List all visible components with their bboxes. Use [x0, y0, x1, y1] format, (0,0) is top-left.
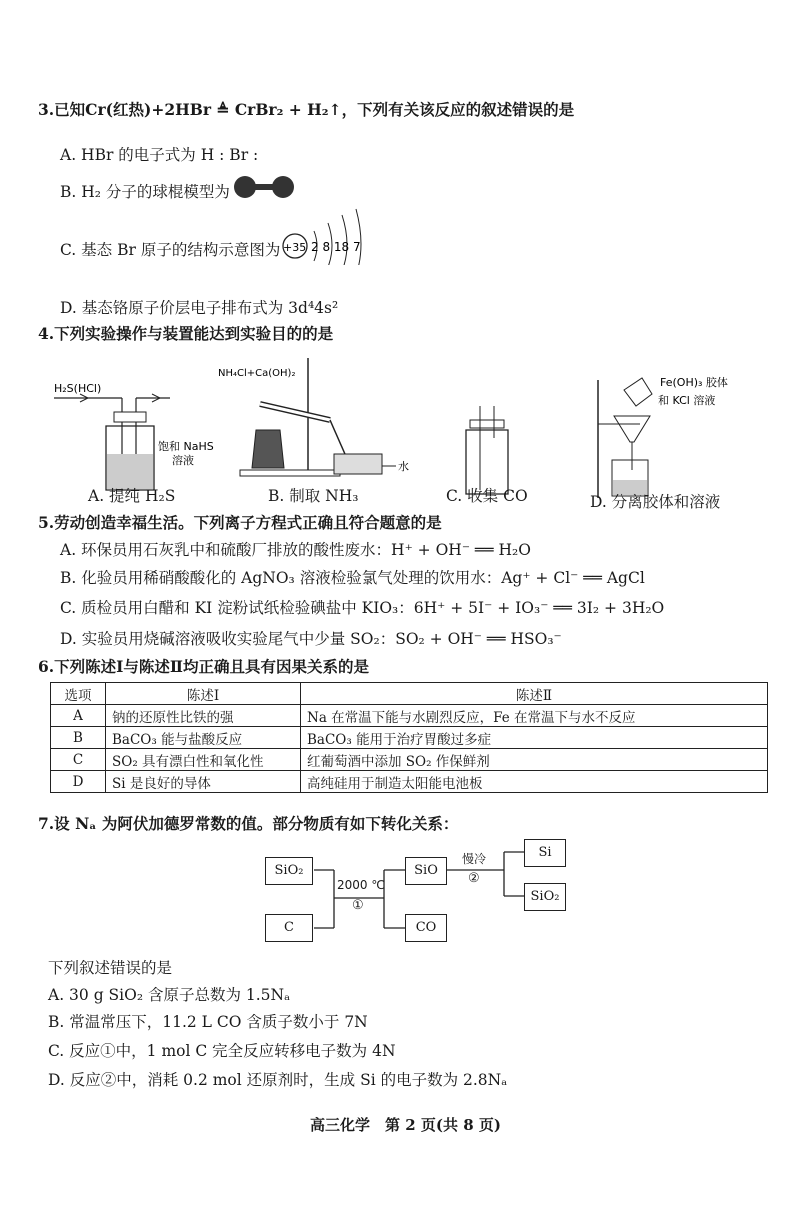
row-option: D [51, 771, 106, 793]
condition-slow-cool: 慢冷 [462, 852, 487, 866]
row-statement-2: 红葡萄酒中添加 SO₂ 作保鲜剂 [301, 749, 768, 771]
q3-stem: 3.已知Cr(红热)+2HBr ≜ CrBr₂ + H₂↑，下列有关该反应的叙述错误的是 [38, 100, 575, 119]
table-header-row [51, 683, 768, 705]
electron-shells: 2 8 18 7 [311, 240, 361, 254]
label-water: 水 [398, 460, 409, 473]
row-option: A [51, 705, 106, 727]
box-sio: SiO [405, 857, 447, 885]
q5-option-b: B. 化验员用稀硝酸酸化的 AgNO₃ 溶液检验氯气处理的饮用水：Ag⁺ + Cl⁻ ══ AgCl [60, 569, 645, 587]
label-nahs: 饱和 NaHS [158, 440, 214, 453]
q4-option-a: A. 提纯 H₂S [88, 487, 176, 505]
row-option: B [51, 727, 106, 749]
label-reagent: NH₄Cl+Ca(OH)₂ [218, 368, 296, 379]
header-statement-1: 陈述Ⅰ [106, 683, 301, 705]
q7-option-b: B. 常温常压下，11.2 L CO 含质子数小于 7N [48, 1013, 368, 1031]
q3-option-a: A. HBr 的电子式为 H : Br : [60, 146, 259, 164]
h-h-bond [254, 184, 274, 190]
q5-option-a: A. 环保员用石灰乳中和硫酸厂排放的酸性废水：H⁺ + OH⁻ ══ H₂O [60, 541, 531, 559]
q6-table [50, 682, 768, 793]
header-statement-2: 陈述Ⅱ [301, 683, 768, 705]
row-option: C [51, 749, 106, 771]
h-atom-right [272, 176, 294, 198]
table-row [51, 727, 768, 749]
q4-stem: 4.下列实验操作与装置能达到实验目的的是 [38, 324, 334, 343]
q4-option-d: D. 分离胶体和溶液 [590, 493, 721, 511]
row-statement-2: BaCO₃ 能用于治疗胃酸过多症 [301, 727, 768, 749]
apparatus-b-nh3-preparation [218, 358, 409, 476]
q3-option-b: B. H₂ 分子的球棍模型为 [60, 183, 230, 201]
table-row [51, 771, 768, 793]
step-1-label: ① [352, 898, 364, 913]
row-statement-1: BaCO₃ 能与盐酸反应 [106, 727, 301, 749]
q4-option-c: C. 收集 CO [446, 487, 528, 505]
label-fe-colloid: Fe(OH)₃ 胶体 [660, 376, 728, 389]
row-statement-2: Na 在常温下能与水剧烈反应，Fe 在常温下与水不反应 [301, 705, 768, 727]
q5-option-d: D. 实验员用烧碱溶液吸收实验尾气中少量 SO₂：SO₂ + OH⁻ ══ HSO₃⁻ [60, 630, 562, 648]
label-kcl: 和 KCl 溶液 [658, 394, 716, 407]
nucleus-charge: +35 [283, 241, 307, 254]
header-option: 选项 [51, 683, 106, 705]
page-footer: 高三化学 第 2 页(共 8 页) [310, 1116, 501, 1134]
row-statement-2: 高纯硅用于制造太阳能电池板 [301, 771, 768, 793]
box-si: Si [524, 839, 566, 867]
q4-option-b: B. 制取 NH₃ [268, 487, 359, 505]
q6-stem: 6.下列陈述Ⅰ与陈述Ⅱ均正确且具有因果关系的是 [38, 657, 369, 676]
h2-ball-stick-model [232, 172, 296, 202]
h-atom-left [234, 176, 256, 198]
q5-stem: 5.劳动创造幸福生活。下列离子方程式正确且符合题意的是 [38, 513, 442, 532]
box-c: C [265, 914, 313, 942]
q5-option-c: C. 质检员用白醋和 KI 淀粉试纸检验碘盐中 KIO₃：6H⁺ + 5I⁻ + IO₃⁻ ══ 3I₂ + 3H₂O [60, 599, 665, 617]
q7-stem: 7.设 Nₐ 为阿伏加德罗常数的值。部分物质有如下转化关系： [38, 814, 459, 833]
box-sio2-product: SiO₂ [524, 883, 566, 911]
row-statement-1: SO₂ 具有漂白性和氧化性 [106, 749, 301, 771]
box-sio2: SiO₂ [265, 857, 313, 885]
apparatus-a-wash-bottle [54, 382, 214, 490]
condition-2000c: 2000 ℃ [337, 878, 385, 892]
q7-sub-stem: 下列叙述错误的是 [48, 959, 173, 977]
q7-option-c: C. 反应①中，1 mol C 完全反应转移电子数为 4N [48, 1042, 396, 1060]
br-atom-structure-diagram [278, 205, 368, 265]
q7-option-d: D. 反应②中，消耗 0.2 mol 还原剂时，生成 Si 的电子数为 2.8Nₐ [48, 1071, 508, 1089]
table-row [51, 705, 768, 727]
box-co: CO [405, 914, 447, 942]
row-statement-1: Si 是良好的导体 [106, 771, 301, 793]
q3-option-c: C. 基态 Br 原子的结构示意图为 [60, 241, 281, 259]
label-nahs-solution: 溶液 [172, 454, 194, 467]
apparatus-c-collect-bottle [466, 406, 508, 494]
table-row [51, 749, 768, 771]
apparatus-d-filtration [598, 375, 728, 498]
q7-option-a: A. 30 g SiO₂ 含原子总数为 1.5Nₐ [48, 986, 291, 1004]
step-2-label: ② [468, 871, 480, 886]
q3-option-d: D. 基态铬原子价层电子排布式为 3d⁴4s² [60, 299, 339, 317]
label-gas-in: H₂S(HCl) [54, 382, 102, 395]
row-statement-1: 钠的还原性比铁的强 [106, 705, 301, 727]
